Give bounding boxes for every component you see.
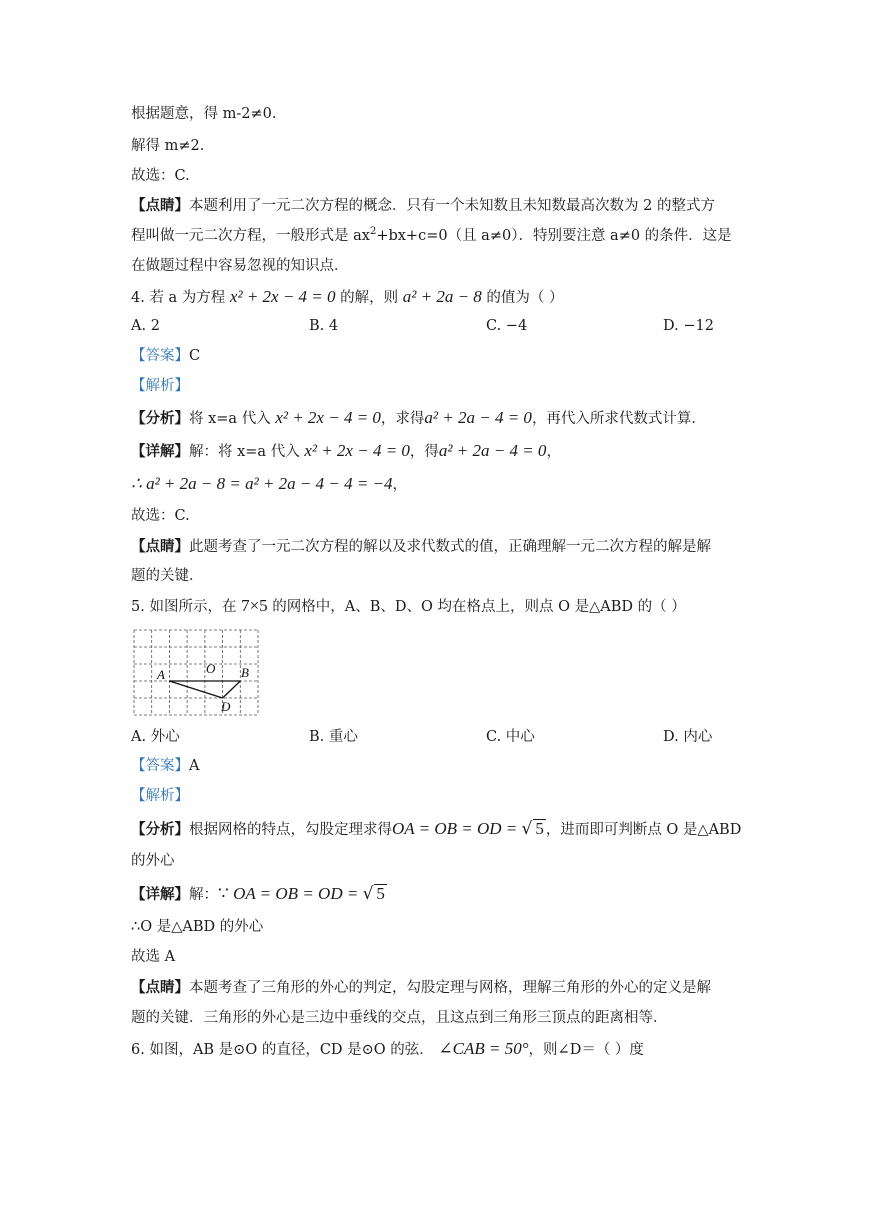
label-o: O — [206, 661, 216, 676]
text-line: 根据题意，得 m-2≠0. — [131, 106, 277, 122]
dianjing-tag: 【点睛】 — [131, 197, 189, 214]
text-part: ，进而即可判断点 O 是△ABD — [545, 822, 742, 838]
q6-prefix: 6. 如图，AB 是⊙O 的直径，CD 是⊙O 的弦． — [131, 1042, 434, 1058]
equation: x² + 2x − 4 = 0 — [304, 441, 410, 460]
question-4-stem — [131, 287, 564, 308]
equation: OA = OB = OD = — [228, 884, 363, 903]
q4-option-b[interactable]: B. 4 — [309, 318, 339, 334]
question-6-stem — [131, 1039, 644, 1060]
q4-fenxi — [131, 408, 706, 429]
q4-dianjing — [131, 537, 711, 557]
text-part: 将 x=a 代入 — [189, 411, 271, 427]
sqrt-radicand: 5 — [376, 884, 385, 903]
text-part: 根据网格的特点，勾股定理求得 — [189, 822, 392, 838]
q4-suffix: 的值为（ ） — [486, 290, 564, 306]
q4-choose: 故选：C. — [131, 508, 190, 524]
xiangjie-tag: 【详解】 — [131, 443, 189, 460]
text-part: +bx+c=0（且 a≠0）．特别要注意 a≠0 的条件．这是 — [376, 228, 732, 244]
q4-option-c[interactable]: C. −4 — [486, 318, 528, 334]
q4-equation-1: x² + 2x − 4 = 0 — [229, 287, 336, 306]
superscript: 2 — [369, 226, 377, 237]
text-part: ，求得 — [380, 411, 425, 427]
equation: a² + 2a − 4 = 0 — [424, 408, 532, 427]
q4-mid: 的解，则 — [340, 290, 399, 306]
dianjing-tag: 【点睛】 — [131, 979, 189, 996]
answer-tag: 【答案】 — [131, 758, 189, 774]
q5-grid-figure — [133, 629, 259, 717]
fenxi-tag: 【分析】 — [131, 821, 189, 838]
text-line: 在做题过程中容易忽视的知识点． — [131, 258, 349, 274]
text-part: ，得 — [409, 444, 439, 460]
text-line — [131, 196, 715, 216]
q5-answer — [131, 756, 199, 776]
q5-dianjing — [131, 978, 711, 998]
text-part: 本题考查了三角形的外心的判定，勾股定理与网格，理解三角形的外心的定义是解 — [189, 980, 711, 996]
q5-analysis-tag: 【解析】 — [131, 788, 189, 804]
q5-conclusion: ∴O 是△ABD 的外心 — [131, 919, 264, 935]
text-line: 故选：C. — [131, 168, 190, 184]
dianjing-tag: 【点睛】 — [131, 538, 189, 555]
q6-suffix: ，则∠D＝（ ）度 — [528, 1042, 644, 1058]
fenxi-tag: 【分析】 — [131, 410, 189, 427]
label-a: A — [157, 667, 165, 682]
question-5-stem — [131, 596, 686, 617]
sqrt-icon: √ — [521, 819, 533, 839]
q5-option-b[interactable]: B. 重心 — [309, 729, 358, 745]
text-part: 此题考查了一元二次方程的解以及求代数式的值，正确理解一元二次方程的解是解 — [189, 539, 711, 555]
text-part: 程叫做一元二次方程，一般形式是 ax — [131, 228, 370, 244]
text-part: 解：将 x=a 代入 — [189, 444, 300, 460]
q5-dianjing-2: 题的关键．三角形的外心是三边中垂线的交点，且这点到三角形三顶点的距离相等． — [131, 1010, 668, 1026]
equation: ∴ a² + 2a − 8 = a² + 2a − 4 − 4 = −4 — [131, 474, 393, 493]
q5-option-d[interactable]: D. 内心 — [663, 729, 713, 745]
grid-svg — [133, 629, 259, 717]
dianjing-text: 本题利用了一元二次方程的概念．只有一个未知数且未知数最高次数为 2 的整式方 — [189, 198, 715, 214]
q4-analysis-tag: 【解析】 — [131, 378, 189, 394]
q4-therefore — [131, 474, 407, 495]
q5-fenxi — [131, 819, 741, 840]
equation: OA = OB = OD = — [392, 819, 522, 838]
q4-option-a[interactable]: A. 2 — [131, 318, 160, 334]
text-part: ， — [392, 477, 408, 493]
sqrt-icon: √ — [362, 884, 374, 904]
q5-suffix: 的网格中，A、B、D、O 均在格点上，则点 O 是△ABD 的（ ） — [272, 599, 686, 615]
equation: x² + 2x − 4 = 0 — [275, 408, 381, 427]
q5-fenxi-2: 的外心 — [131, 853, 175, 869]
q4-option-d[interactable]: D. −12 — [663, 318, 714, 334]
q5-option-c[interactable]: C. 中心 — [486, 729, 535, 745]
answer-value: A — [189, 758, 200, 774]
q5-grid-size: 7×5 — [241, 596, 268, 615]
text-line — [131, 226, 732, 246]
xiangjie-tag: 【详解】 — [131, 886, 189, 903]
q4-dianjing-2: 题的关键． — [131, 568, 204, 584]
q5-choose: 故选 A — [131, 949, 176, 965]
q4-prefix: 4. 若 a 为方程 — [131, 290, 226, 306]
q4-xiangjie — [131, 441, 561, 462]
q6-angle: ∠CAB = 50° — [438, 1039, 529, 1058]
q5-option-a[interactable]: A. 外心 — [131, 729, 180, 745]
q4-equation-2: a² + 2a − 8 — [402, 287, 482, 306]
sqrt-radicand: 5 — [535, 819, 544, 838]
q4-answer — [131, 346, 200, 366]
text-line: 解得 m≠2. — [131, 138, 205, 154]
label-b: B — [241, 665, 249, 680]
answer-tag: 【答案】 — [131, 348, 189, 364]
equation: a² + 2a − 4 = 0 — [438, 441, 547, 460]
q5-prefix: 5. 如图所示，在 — [131, 599, 237, 615]
text-part: 解： — [189, 887, 218, 903]
because-symbol: ∵ — [218, 884, 229, 903]
text-part: ， — [546, 444, 561, 460]
answer-value: C — [189, 348, 201, 364]
label-d: D — [221, 699, 231, 714]
q5-xiangjie — [131, 884, 387, 905]
text-part: ，再代入所求代数式计算． — [531, 411, 706, 427]
